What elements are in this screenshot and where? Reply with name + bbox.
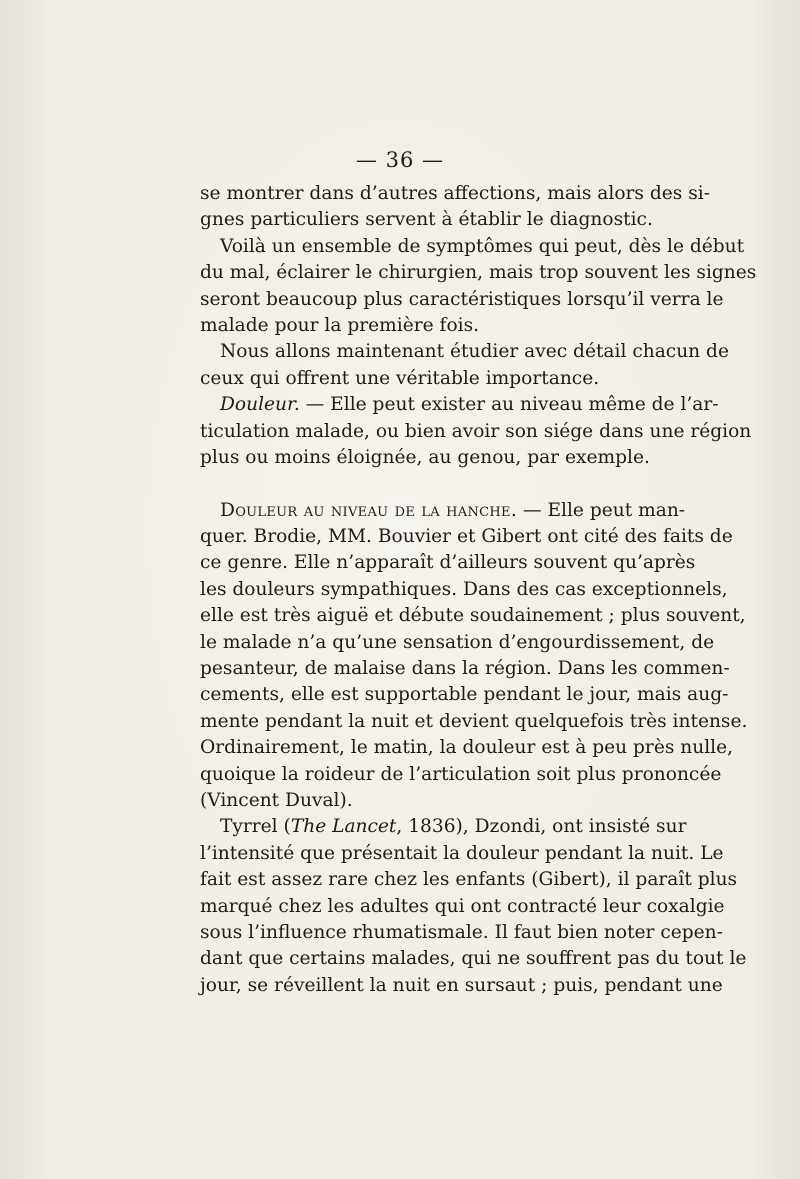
- text-line: [200, 392, 719, 418]
- text-line: mente pendant la nuit et devient quelquefois très intense.: [200, 710, 748, 732]
- text-line: ceux qui offrent une véritable importance.: [200, 367, 600, 389]
- text-line: Voilà un ensemble de symptômes qui peut, dès le début: [220, 235, 745, 257]
- text-line: Ordinairement, le matin, la douleur est à peu près nulle,: [200, 737, 734, 759]
- text-line: gnes particuliers servent à établir le diagnostic.: [200, 209, 653, 231]
- text-line: pesanteur, de malaise dans la région. Dans les commen-: [200, 658, 730, 680]
- section-gap: [200, 471, 660, 497]
- section-heading-hanche: Douleur au niveau de la hanche.: [220, 499, 518, 521]
- text-run: — Elle peut exister au niveau même de l’ar-: [299, 394, 719, 416]
- text-line: malade pour la première fois.: [200, 314, 480, 336]
- text-line: les douleurs sympathiques. Dans des cas exceptionnels,: [200, 578, 728, 600]
- body-text: [200, 181, 757, 999]
- text-line: quoique la roideur de l’articulation soit plus prononcée: [200, 763, 722, 785]
- text-line: [200, 498, 686, 524]
- text-line: quer. Brodie, MM. Bouvier et Gibert ont cité des faits de: [200, 526, 733, 548]
- text-line: jour, se réveillent la nuit en sursaut ; puis, pendant une: [200, 974, 723, 996]
- text-line: se montrer dans d’autres affections, mais alors des si-: [200, 183, 711, 204]
- section-heading-douleur: Douleur.: [220, 394, 300, 416]
- text-line: marqué chez les adultes qui ont contracté leur coxalgie: [200, 895, 725, 917]
- citation-title: The Lancet: [290, 816, 397, 838]
- text-line: seront beaucoup plus caractéristiques lorsqu’il verra le: [200, 288, 724, 310]
- text-line: l’intensité que présentait la douleur pendant la nuit. Le: [200, 842, 724, 864]
- text-run: — Elle peut man-: [517, 499, 686, 521]
- text-line: [200, 814, 687, 840]
- text-line: (Vincent Duval).: [200, 789, 353, 811]
- text-line: du mal, éclairer le chirurgien, mais trop souvent les signes: [200, 262, 757, 284]
- text-line: Nous allons maintenant étudier avec détail chacun de: [220, 341, 729, 363]
- text-line: ticulation malade, ou bien avoir son siége dans une région: [200, 420, 752, 442]
- text-line: le malade n’a qu’une sensation d’engourdissement, de: [200, 631, 715, 653]
- page-number: — 36 —: [355, 148, 445, 172]
- text-run: Tyrrel (: [220, 816, 291, 838]
- text-line: elle est très aiguë et débute soudainement ; plus souvent,: [200, 605, 746, 627]
- text-line: fait est assez rare chez les enfants (Gibert), il paraît plus: [200, 869, 738, 891]
- text-line: dant que certains malades, qui ne souffrent pas du tout le: [200, 948, 747, 970]
- text-run: , 1836), Dzondi, ont insisté sur: [396, 816, 687, 838]
- text-line: sous l’influence rhumatismale. Il faut bien noter cepen-: [200, 921, 723, 943]
- text-line: plus ou moins éloignée, au genou, par exemple.: [200, 446, 650, 468]
- text-line: ce genre. Elle n’apparaît d’ailleurs souvent qu’après: [200, 552, 696, 574]
- text-line: cements, elle est supportable pendant le jour, mais aug-: [200, 684, 729, 706]
